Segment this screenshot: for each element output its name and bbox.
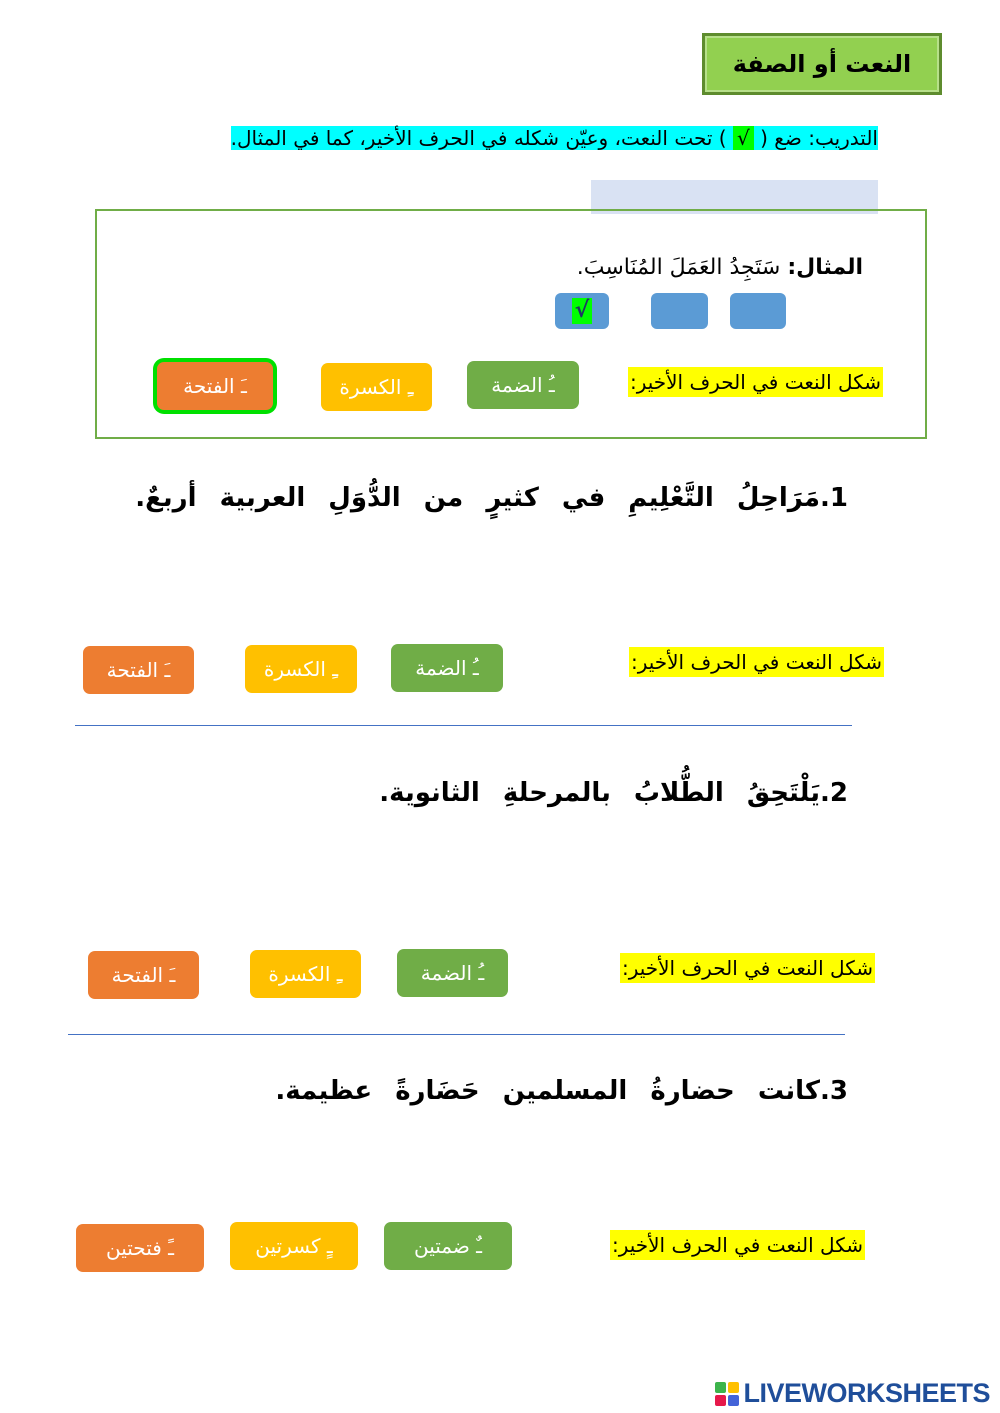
question-1-option-kasra[interactable]: ـِ الكسرة <box>245 645 357 693</box>
divider <box>75 725 852 726</box>
question-3-option-fathatain[interactable]: ـً فتحتين <box>76 1224 204 1272</box>
example-words: سَتَجِدُ العَمَلَ المُنَاسِبَ. <box>576 255 781 280</box>
question-3-option-kasratain[interactable]: ـٍ كسرتين <box>230 1222 358 1270</box>
question-2-option-kasra[interactable]: ـِ الكسرة <box>250 950 361 998</box>
question-2-sentence: 2.يَلْتَحِقُ الطُّلابُ بالمرحلةِ الثانوية. <box>379 778 848 808</box>
question-2-answer-label: شكل النعت في الحرف الأخير: <box>620 953 875 983</box>
example-answer-box-3[interactable] <box>555 293 609 329</box>
question-1-option-damma[interactable]: ـُ الضمة <box>391 644 503 692</box>
instruction-suffix: ) تحت النعت، وعيّن شكله في الحرف الأخير، كما في المثال. <box>230 126 727 150</box>
example-sentence <box>577 255 863 280</box>
example-option-kasra[interactable]: ـِ الكسرة <box>321 363 432 411</box>
question-1-answer-label: شكل النعت في الحرف الأخير: <box>629 647 884 677</box>
worksheet-title: النعت أو الصفة <box>702 33 942 95</box>
logo-mark-icon <box>715 1382 739 1406</box>
check-mark-icon: √ <box>572 298 593 324</box>
example-answer-box-2[interactable] <box>651 293 708 329</box>
question-2-option-damma[interactable]: ـُ الضمة <box>397 949 508 997</box>
question-3-answer-label: شكل النعت في الحرف الأخير: <box>610 1230 865 1260</box>
instruction-prefix: التدريب: ضع ( <box>760 126 878 150</box>
check-mark-icon: √ <box>733 126 754 150</box>
question-2-option-fatha[interactable]: ـَ الفتحة <box>88 951 199 999</box>
instruction-text <box>158 120 878 156</box>
brand-name: LIVEWORKSHEETS <box>743 1378 990 1408</box>
example-answer-label: شكل النعت في الحرف الأخير: <box>628 367 883 397</box>
question-3-option-dammatain[interactable]: ـٌ ضمتين <box>384 1222 512 1270</box>
example-answer-box-1[interactable] <box>730 293 786 329</box>
example-option-damma[interactable]: ـُ الضمة <box>467 361 579 409</box>
example-label: المثال: <box>787 255 863 280</box>
example-option-fatha[interactable]: ـَ الفتحة <box>157 362 273 410</box>
question-1-sentence: 1.مَرَاحِلُ التَّعْلِيمِ في كثيرٍ من الدُّوَلِ العربية أربعٌ. <box>135 483 848 513</box>
question-1-option-fatha[interactable]: ـَ الفتحة <box>83 646 194 694</box>
divider <box>68 1034 845 1035</box>
question-3-sentence: 3.كانت حضارةُ المسلمين حَضَارةً عظيمة. <box>275 1076 848 1106</box>
liveworksheets-logo <box>715 1378 990 1409</box>
